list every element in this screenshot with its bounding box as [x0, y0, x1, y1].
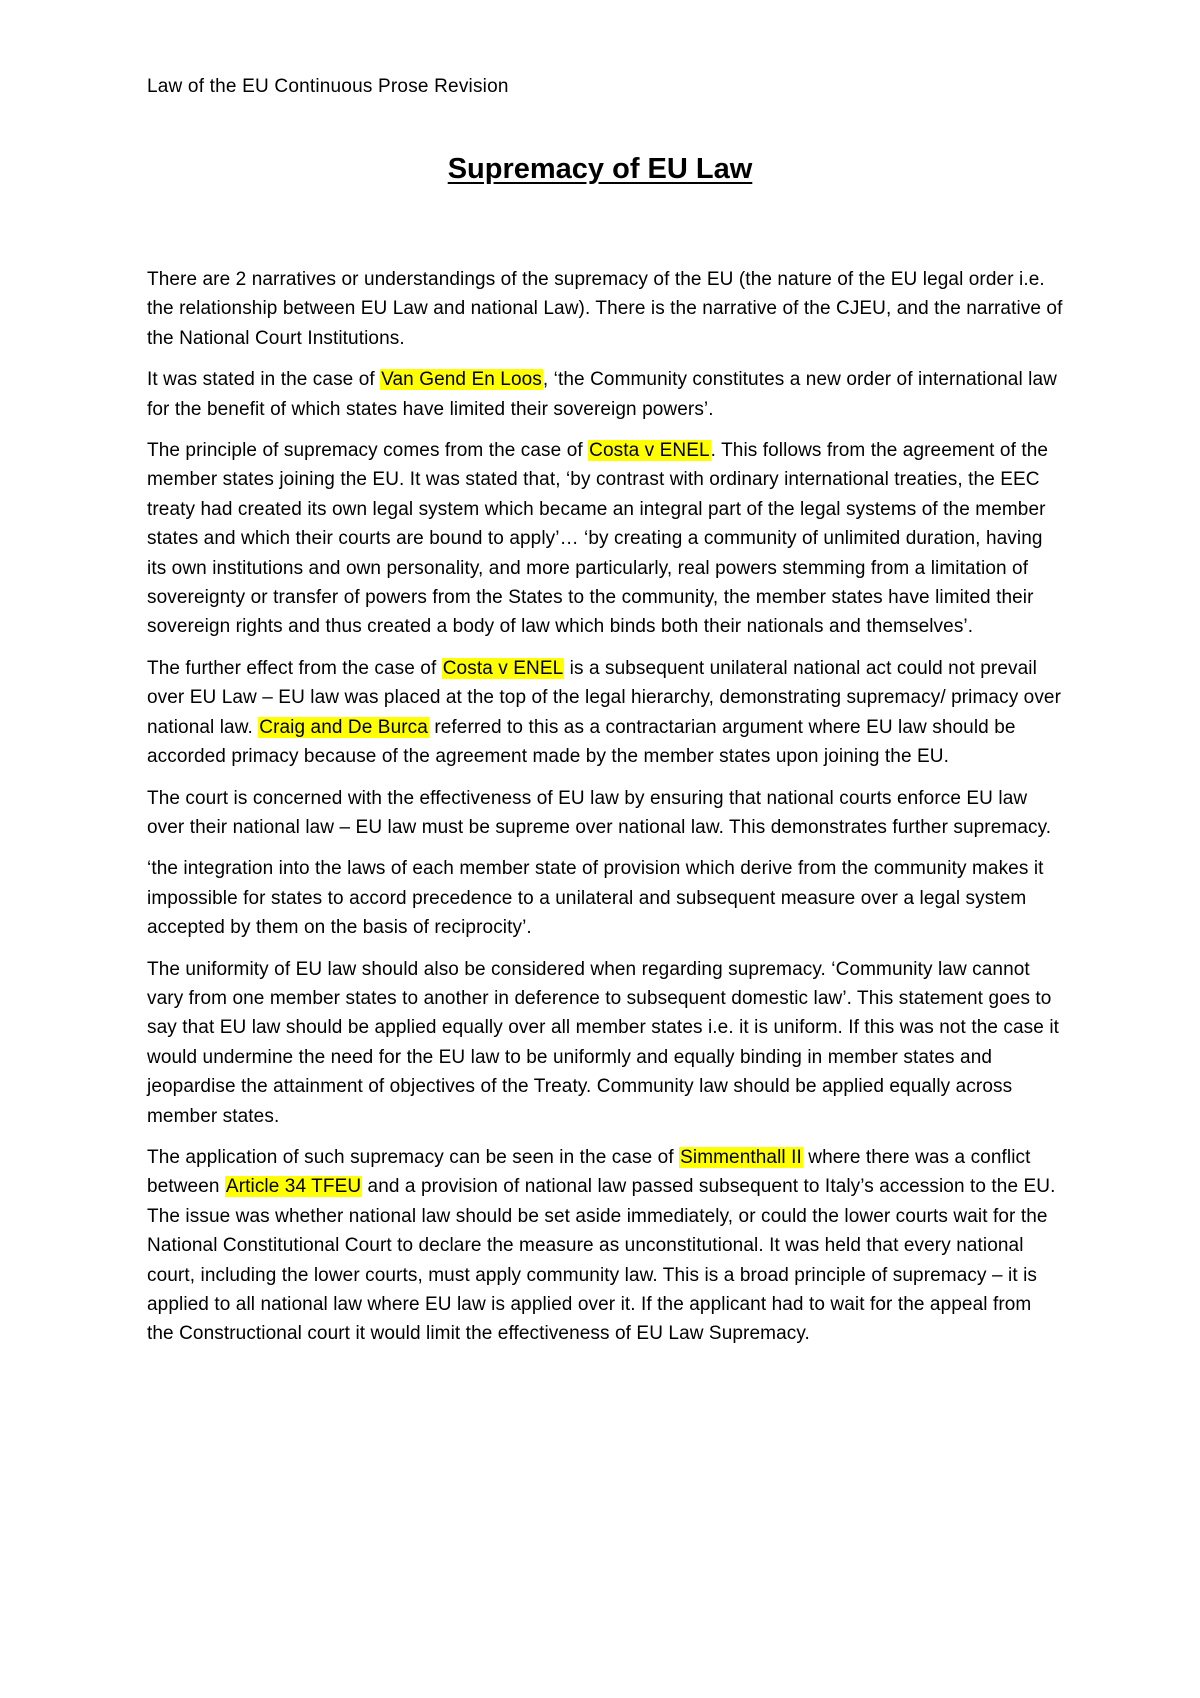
paragraph-van-gend [147, 365, 1063, 424]
case-highlight-van-gend-en-loos: Van Gend En Loos [381, 369, 542, 391]
case-highlight-simmenthall-ii: Simmenthall II [680, 1146, 802, 1168]
case-highlight-costa-v-enel: Costa v ENEL [442, 657, 564, 679]
article-highlight-article-34-tfeu: Article 34 TFEU [225, 1176, 362, 1198]
paragraph-costa-principle [147, 436, 1063, 642]
paragraph-text: It was stated in the case of [147, 369, 381, 391]
paragraph-text: The application of such supremacy can be seen in the case of [147, 1146, 680, 1168]
paragraph-text: and a provision of national law passed subsequent to Italy’s accession to the EU. The issue was whether national law should be set aside immediately, or could the lower courts wait for the National Constitutional Court to declare the measure as unconstitutional. It was held that every national court, including the lower courts, must apply community law. This is a broad principle of supremacy – it is applied to all national law where EU law is applied over it. If the applicant had to wait for the appeal from the Constructional court it would limit the effectiveness of EU Law Supremacy. [147, 1176, 1056, 1345]
paragraph-integration-quote: ‘the integration into the laws of each member state of provision which derive from the community makes it impossible for states to accord precedence to a unilateral and subsequent measure over a legal system accepted by them on the basis of reciprocity’. [147, 858, 1044, 939]
document-title: Supremacy of EU Law [447, 153, 753, 185]
author-highlight-craig-de-burca: Craig and De Burca [259, 716, 428, 738]
paragraph-text: . This follows from the agreement of the member states joining the EU. It was stated that, ‘by contrast with ordinary international treaties, the EEC treaty had created its own legal system which became an integral part of the legal systems of the member states and which their courts are bound to apply’… ‘by creating a community of unlimited duration, having its own institutions and own personality, and more particularly, real powers stemming from a limitation of sovereignty or transfer of powers from the States to the community, the member states have limited their sovereign rights and thus created a body of law which binds both their nationals and themselves’. [147, 440, 1049, 638]
paragraph-narratives: There are 2 narratives or understandings of the supremacy of the EU (the nature of the EU legal order i.e. the relationship between EU Law and national Law). There is the narrative of the CJEU, and the narrative of the National Court Institutions. [147, 269, 1063, 349]
paragraph-text: referred to this as a contractarian argument where EU law should be accorded primacy because of the agreement made by the member states upon joining the EU. [147, 716, 1016, 768]
paragraph-costa-effect [147, 654, 1063, 772]
paragraph-simmenthal [147, 1143, 1063, 1349]
running-header: Law of the EU Continuous Prose Revision [147, 76, 509, 97]
paragraph-uniformity: The uniformity of EU law should also be considered when regarding supremacy. ‘Community law cannot vary from one member states to another in deference to subsequent domestic law’. This statement goes to say that EU law should be applied equally over all member states i.e. it is uniform. If this was not the case it would undermine the need for the EU law to be uniformly and equally binding in member states and jeopardise the attainment of objectives of the Treaty. Community law should be applied equally across member states. [147, 958, 1060, 1127]
case-highlight-costa-v-enel: Costa v ENEL [589, 440, 710, 462]
paragraph-text: The principle of supremacy comes from the case of [147, 440, 589, 462]
paragraph-effectiveness: The court is concerned with the effectiveness of EU law by ensuring that national courts enforce EU law over their national law – EU law must be supreme over national law. This demonstrates further supremacy. [147, 787, 1052, 838]
paragraph-text: is a subsequent unilateral national act could not prevail over EU Law – EU law was placed at the top of the legal hierarchy, demonstrating supremacy/ primacy over national law. [147, 657, 1062, 738]
paragraph-text: The further effect from the case of [147, 657, 442, 679]
document-body [147, 265, 1063, 1361]
paragraph-text: where there was a conflict between [147, 1146, 1031, 1198]
paragraph-text: , ‘the Community constitutes a new order of international law for the benefit of which states have limited their sovereign powers’. [147, 369, 1057, 420]
